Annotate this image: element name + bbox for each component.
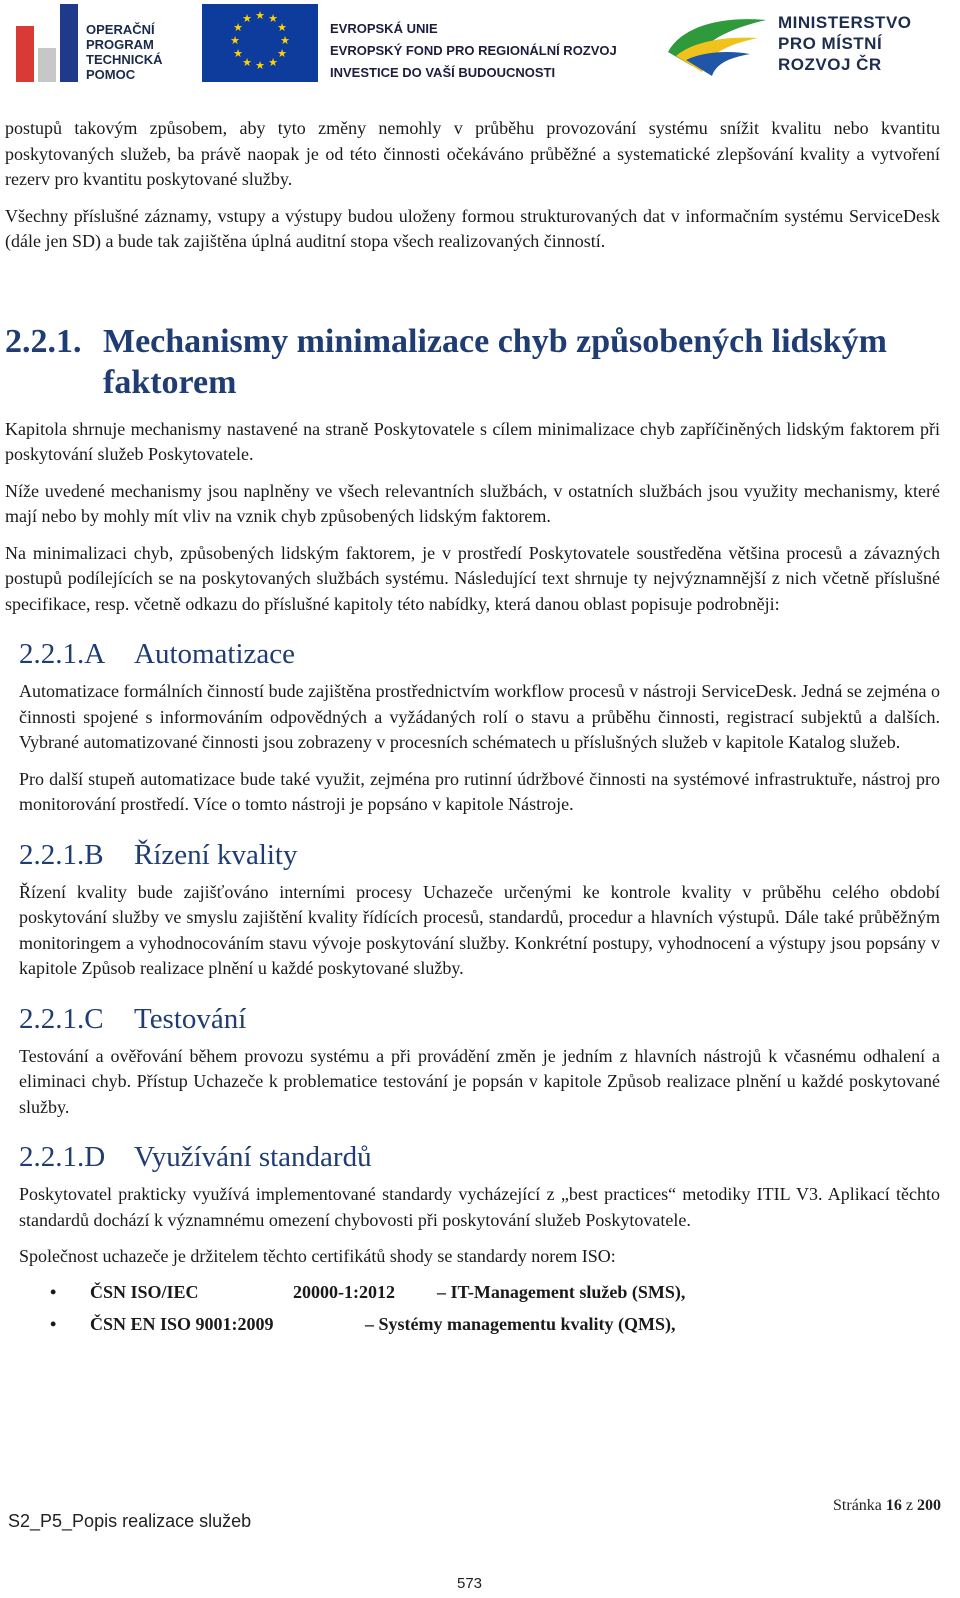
op-tp-logo: [16, 4, 196, 82]
mmr-logo-text: MINISTERSTVO PRO MÍSTNÍ ROZVOJ ČR: [778, 13, 912, 74]
subsection-heading-testovani: [19, 1002, 940, 1036]
paragraph-mechanisms: Níže uvedené mechanismy jsou naplněny ve všech relevantních službách, v ostatních službách jsou využity mechanismy, které mají nebo by mohly mít vliv na vznik chyb způsobených lidským faktorem.: [5, 480, 940, 526]
bullet-icon: •: [50, 1281, 57, 1302]
paragraph-standardy-1: Poskytovatel prakticky využívá implementované standardy vycházející z „best practices“ metodiky ITIL V3. Aplikací těchto standardů dochází k významnému omezení chybovosti při poskytování služeb Poskytovatele.: [19, 1184, 940, 1230]
svg-text:★: ★: [233, 47, 243, 60]
svg-text:★: ★: [255, 9, 265, 22]
bullet-icon: •: [50, 1313, 57, 1334]
svg-text:★: ★: [233, 21, 243, 34]
list-item: • ČSN ISO/IEC 20000-1:2012 – IT-Management služeb (SMS),: [5, 1276, 940, 1308]
footer-page-indicator: Stránka 16 z 200: [833, 1497, 941, 1514]
paragraph-testovani: Testování a ověřování během provozu systému a při provádění změn je jedním z hlavních nástrojů k včasnému odhalení a eliminaci chyb. Přístup Uchazeče k problematice testování je popsán v kapitole Způsob realizace plnění u každé poskytované služby.: [19, 1045, 940, 1117]
subsection-title: Využívání standardů: [134, 1141, 372, 1173]
list-item: • ČSN EN ISO 9001:2009 – Systémy managementu kvality (QMS),: [5, 1308, 940, 1340]
svg-text:★: ★: [280, 34, 290, 47]
svg-text:★: ★: [277, 21, 287, 34]
op-tp-logo-text: OPERAČNÍ PROGRAM TECHNICKÁ POMOC: [86, 22, 163, 82]
section-number: 2.2.1.: [5, 322, 82, 360]
document-body: [5, 116, 940, 1340]
footer-document-name: S2_P5_Popis realizace služeb: [8, 1511, 252, 1531]
paragraph-minimization: Na minimalizaci chyb, způsobených lidským faktorem, je v prostředí Poskytovatele soustředěna většina procesů a závazných postupů podílejících se na poskytovaných službách systému. Následující text shrnuje ty nejvýznamnější z nich včetně příslušné specifikace, resp. včetně odkazu do příslušné kapitoly této nabídky, která danou oblast popisuje podrobněji:: [5, 542, 940, 614]
eu-logo-text: EVROPSKÁ UNIE EVROPSKÝ FOND PRO REGIONÁLNÍ ROZVOJ INVESTICE DO VAŠÍ BUDOUCNOSTI: [330, 21, 617, 80]
paragraph-standardy-2: Společnost uchazeče je držitelem těchto certifikátů shody se standardy norem ISO:: [19, 1246, 616, 1266]
paragraph-chapter-summary: Kapitola shrnuje mechanismy nastavené na straně Poskytovatele s cílem minimalizace chyb zapříčiněných lidským faktorem při poskytování služeb Poskytovatele.: [5, 418, 940, 464]
subsection-title: Řízení kvality: [134, 838, 298, 871]
svg-text:★: ★: [268, 56, 278, 69]
subsection-heading-rizeni-kvality: [19, 838, 940, 872]
mmr-logo-mark: [662, 6, 772, 80]
svg-text:★: ★: [230, 34, 240, 47]
eu-flag-icon: [202, 4, 318, 82]
page-header: [0, 0, 960, 90]
svg-text:★: ★: [255, 59, 265, 72]
svg-text:★: ★: [242, 56, 252, 69]
paragraph-automatizace-1: Automatizace formálních činností bude zajištěna prostřednictvím workflow procesů v nástroji ServiceDesk. Jedná se zejména o činnosti spojené s informováním odpovědných a vyžádaných rolí o stavu a průběhu činnosti, registrací subjektů a dalších. Vybrané automatizované činnosti jsou zobrazeny v procesních schématech u příslušných služeb v kapitole Katalog služeb.: [19, 681, 940, 752]
subsection-title: Automatizace: [134, 638, 296, 670]
eu-logo: [202, 4, 622, 82]
svg-text:★: ★: [277, 47, 287, 60]
paragraph-automatizace-2: Pro další stupeň automatizace bude také využit, zejména pro rutinní údržbové činnosti na systémové infrastruktuře, nástroj pro monitorování prostředí. Více o tomto nástroji je popsáno v kapitole Nástroje.: [19, 768, 940, 814]
footer-page-number: 573: [457, 1575, 483, 1592]
paragraph-intro-continued: postupů takovým způsobem, aby tyto změny nemohly v průběhu provozování systému snížit kvalitu nebo kvantitu poskytovaných služeb, ba právě naopak je od této činnosti očekáváno průběžné a systematické zlepšování kvality a vytvoření rezerv pro kvantitu poskytované služby.: [5, 118, 940, 189]
subsection-number: 2.2.1.D: [19, 1141, 106, 1173]
svg-text:★: ★: [268, 12, 278, 25]
iso-certificate-list: [5, 1276, 940, 1340]
svg-text:★: ★: [242, 12, 252, 25]
section-heading-2-2-1: [5, 321, 940, 403]
subsection-number: 2.2.1.A: [19, 638, 106, 670]
subsection-title: Testování: [134, 1002, 247, 1035]
subsection-heading-automatizace: [19, 637, 940, 671]
paragraph-records: Všechny příslušné záznamy, vstupy a výstupy budou uloženy formou strukturovaných dat v informačním systému ServiceDesk (dále jen SD) a bude tak zajištěna úplná auditní stopa všech realizovaných činností.: [5, 205, 940, 251]
subsection-heading-vyuzivani-standardu: [19, 1140, 940, 1174]
op-tp-logo-mark: [16, 4, 82, 82]
mmr-logo: [662, 6, 952, 80]
section-title: Mechanismy minimalizace chyb způsobených lidským faktorem: [103, 322, 887, 401]
paragraph-rizeni-kvality: Řízení kvality bude zajišťováno interními procesy Uchazeče určenými ke kontrole kvality v průběhu celého období poskytování služby ve smyslu zajištění kvality řídících procesů, standardů, procedur a hlavních výstupů. Dále také průběžným monitoringem a vyhodnocováním stavu vývoje poskytování služby. Konkrétní postupy, vyhodnocení a výstupy jsou popsány v kapitole Způsob realizace plnění u každé poskytované služby.: [19, 881, 940, 978]
subsection-number: 2.2.1.B: [19, 838, 104, 871]
subsection-number: 2.2.1.C: [19, 1002, 104, 1035]
